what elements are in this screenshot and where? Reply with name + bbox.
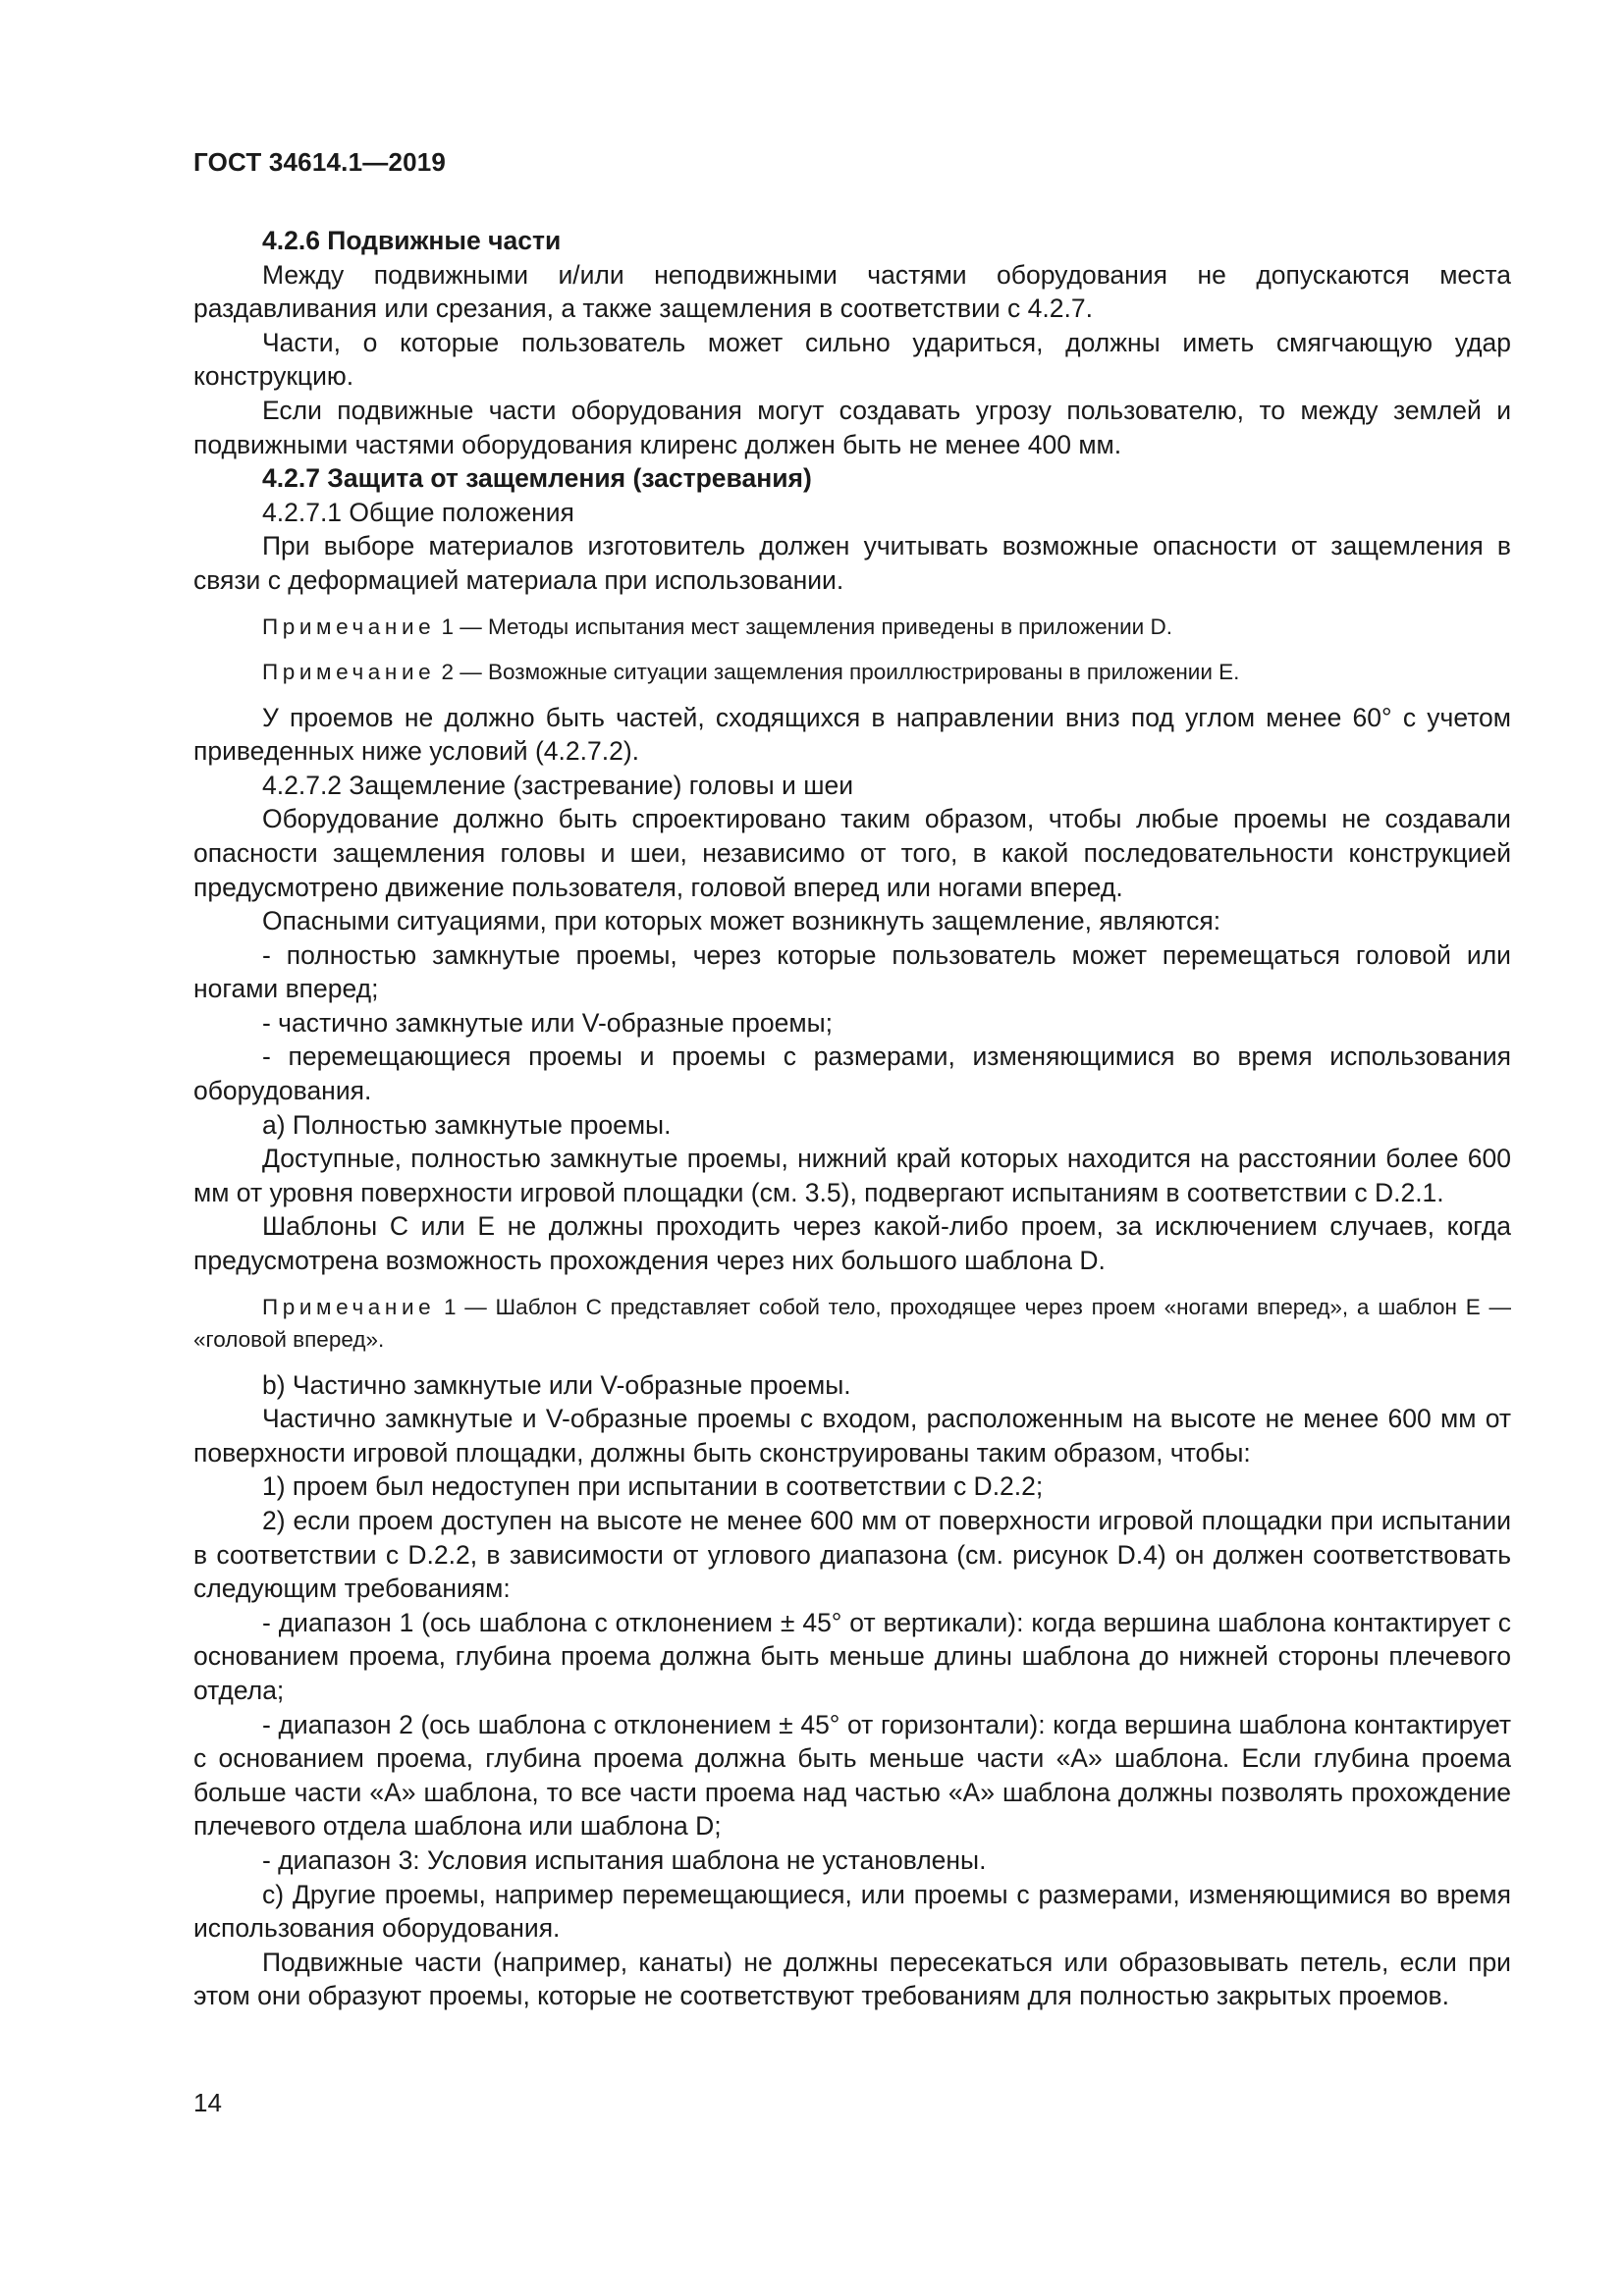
paragraph: Оборудование должно быть спроектировано таким образом, чтобы любые проемы не создавали опасности защемления головы и шеи, независимо от того, в какой последовательности конструкцией предусмотрено движение пользователя, головой вперед или ногами вперед. <box>193 804 1511 902</box>
note-label: Примечание <box>262 659 436 684</box>
note-text: 1 — Шаблон C представляет собой тело, проходящее через проем «ногами вперед», а шаблон E — «головой вперед». <box>193 1294 1511 1352</box>
list-item: 1) проем был недоступен при испытании в соответствии с D.2.2; <box>262 1471 1044 1502</box>
list-item: - перемещающиеся проемы и проемы с размерами, изменяющимися во время использования оборудования. <box>193 1041 1511 1106</box>
list-item: - диапазон 2 (ось шаблона с отклонением ± 45° от горизонтали): когда вершина шаблона контактирует с основанием проема, глубина проема должна быть меньше части «А» шаблона. Если глубина проема больше части «А» шаблона, то все части проема над частью «А» шаблона должны позволять прохождение плечевого отдела шаблона или шаблона D; <box>193 1709 1511 1842</box>
paragraph: Доступные, полностью замкнутые проемы, нижний край которых находится на расстоянии более 600 мм от уровня поверхности игровой площадки (см. 3.5), подвергают испытаниям в соответствии с D.2.1. <box>193 1144 1511 1207</box>
paragraph: При выборе материалов изготовитель должен учитывать возможные опасности от защемления в связи с деформацией материала при использовании. <box>193 531 1511 595</box>
list-item: - частично замкнутые или V-образные проемы; <box>262 1007 834 1038</box>
list-item: - диапазон 3: Условия испытания шаблона не установлены. <box>262 1844 987 1875</box>
list-item: - полностью замкнутые проемы, через которые пользователь может перемещаться головой или ногами вперед; <box>193 939 1511 1004</box>
paragraph: Подвижные части (например, канаты) не должны пересекаться или образовывать петель, если при этом они образуют проемы, которые не соответствуют требованиям для полностью закрытых проемов. <box>193 1947 1511 2011</box>
document-body <box>193 224 1511 2013</box>
section-heading: 4.2.6 Подвижные части <box>262 226 562 255</box>
paragraph: У проемов не должно быть частей, сходящихся в направлении вниз под углом менее 60° с учетом приведенных ниже условий (4.2.7.2). <box>193 702 1511 767</box>
list-item: а) Полностью замкнутые проемы. <box>262 1109 672 1140</box>
note-label: Примечание <box>262 1294 436 1319</box>
paragraph: Части, о которые пользователь может сильно удариться, должны иметь смягчающую удар конструкцию. <box>193 327 1511 392</box>
paragraph: Если подвижные части оборудования могут создавать угрозу пользователю, то между землей и подвижными частями оборудования клиренс должен быть не менее 400 мм. <box>193 395 1511 459</box>
note <box>193 656 1511 688</box>
paragraph: Шаблоны C или E не должны проходить через какой-либо проем, за исключением случаев, когда предусмотрена возможность прохождения через них большого шаблона D. <box>193 1211 1511 1276</box>
list-item: c) Другие проемы, например перемещающиеся, или проемы с размерами, изменяющимися во время использования оборудования. <box>193 1879 1511 1944</box>
list-item: b) Частично замкнутые или V-образные проемы. <box>262 1369 851 1400</box>
section-heading: 4.2.7 Защита от защемления (застревания) <box>262 463 812 494</box>
note-label: Примечание <box>262 614 436 639</box>
subsection-heading: 4.2.7.1 Общие положения <box>262 497 574 527</box>
subsection-heading: 4.2.7.2 Защемление (застревание) головы и шеи <box>262 770 853 800</box>
list-item: - диапазон 1 (ось шаблона с отклонением ± 45° от вертикали): когда вершина шаблона контактирует с основанием проема, глубина проема должна быть меньше длины шаблона до нижней стороны плечевого отдела; <box>193 1607 1511 1705</box>
document-header: ГОСТ 34614.1—2019 <box>193 147 447 177</box>
page-number: 14 <box>193 2088 222 2117</box>
list-item: 2) если проем доступен на высоте не менее 600 мм от поверхности игровой площадки при испытании в соответствии с D.2.2, в зависимости от углового диапазона (см. рисунок D.4) он должен соответствовать следующим требованиям: <box>193 1506 1511 1604</box>
note-text: 2 — Возможные ситуации защемления проиллюстрированы в приложении E. <box>435 659 1240 684</box>
paragraph: Между подвижными и/или неподвижными частями оборудования не допускаются места раздавливания или срезания, а также защемления в соответствии с 4.2.7. <box>193 259 1511 324</box>
paragraph: Частично замкнутые и V-образные проемы с входом, расположенным на высоте не менее 600 мм от поверхности игровой площадки, должны быть сконструированы таким образом, чтобы: <box>193 1404 1511 1468</box>
paragraph: Опасными ситуациями, при которых может возникнуть защемление, являются: <box>262 906 1221 936</box>
note-text: 1 — Методы испытания мест защемления приведены в приложении D. <box>435 614 1172 639</box>
note <box>193 611 1511 643</box>
note <box>193 1291 1511 1356</box>
